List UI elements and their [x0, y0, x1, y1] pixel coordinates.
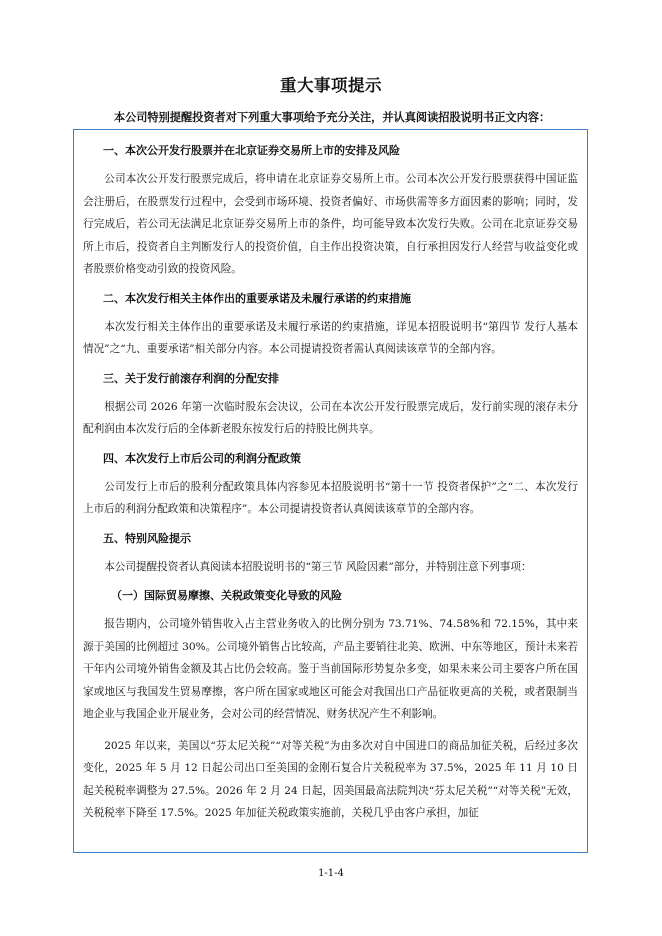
- page-number: 1-1-4: [318, 868, 344, 879]
- section-heading-3: 三、关于发行前滚存利润的分配安排: [103, 371, 279, 385]
- section-heading-2: 二、本次发行相关主体作出的重要承诺及未履行承诺的约束措施: [103, 291, 411, 305]
- section-heading-1: 一、本次公开发行股票并在北京证券交易所上市的安排及风险: [103, 144, 400, 157]
- subsection-heading-1: （一）国际贸易摩擦、关税政策变化导致的风险: [111, 589, 342, 602]
- page-title: 重大事项提示: [280, 76, 382, 95]
- section-paragraph: 本次发行相关主体作出的重要承诺及未履行承诺的约束措施，详见本招股说明书“第四节 发行人基本情况”之“九、重要承诺”相关部分内容。本公司提请投资者需认真阅读该章节的全部内容。: [83, 320, 578, 355]
- section-paragraph: 2025 年以来，美国以“芬太尼关税”“对等关税”为由多次对自中国进口的商品加征关税，后经过多次变化，2025 年 5 月 12 日起公司出口至美国的金刚石复合片关税税率为 37.5%，2025 年 11 月 10 日起关税税率调整为 27.5%。2026 年 2 月 24 日起，因美国最高法院判决“芬太尼关税”“对等关税”无效，关税税率下降至 17.5%。2025 年加征关税政策实施前，关税几乎由客户承担，加征: [83, 739, 578, 819]
- content-box: [73, 129, 588, 853]
- section-heading-4: 四、本次发行上市后公司的利润分配政策: [103, 451, 301, 465]
- section-paragraph: 本公司提醒投资者认真阅读本招股说明书的“第三节 风险因素”部分，并特别注意下列事项：: [104, 560, 532, 573]
- section-paragraph: 公司本次公开发行股票完成后，将申请在北京证券交易所上市。公司本次公开发行股票获得中国证监会注册后，在股票发行过程中，会受到市场环境、投资者偏好、市场供需等多方面因素的影响；同时，发行完成后，若公司无法满足北京证券交易所上市的条件，均可能导致本次发行失败。公司在北京证券交易所上市后，投资者自主判断发行人的投资价值，自主作出投资决策，自行承担因发行人经营与收益变化或者股票价格变动引致的投资风险。: [83, 173, 578, 275]
- section-heading-5: 五、特别风险提示: [103, 531, 191, 545]
- section-paragraph: 根据公司 2026 年第一次临时股东会决议，公司在本次公开发行股票完成后，发行前实现的滚存未分配利润由本次发行后的全体新老股东按发行后的持股比例共享。: [83, 400, 578, 435]
- section-paragraph: 公司发行上市后的股利分配政策具体内容参见本招股说明书“第十一节 投资者保护”之“二、本次发行上市后的利润分配政策和决策程序”。本公司提请投资者认真阅读该章节的全部内容。: [83, 480, 578, 515]
- section-paragraph: 报告期内，公司境外销售收入占主营业务收入的比例分别为 73.71%、74.58%和 72.15%，其中来源于美国的比例超过 30%。公司境外销售占比较高，产品主要销往北美、欧洲、中东等地区，预计未来若干年内公司境外销售金额及其占比仍会较高。鉴于当前国际形势复杂多变，如果未来公司主要客户所在国家或地区与我国发生贸易摩擦，客户所在国家或地区可能会对我国出口产品征收更高的关税，或者限制当地企业与我国企业开展业务，会对公司的经营情况、财务状况产生不利影响。: [83, 618, 578, 720]
- intro-notice: 本公司特别提醒投资者对下列重大事项给予充分关注，并认真阅读招股说明书正文内容：: [113, 111, 551, 124]
